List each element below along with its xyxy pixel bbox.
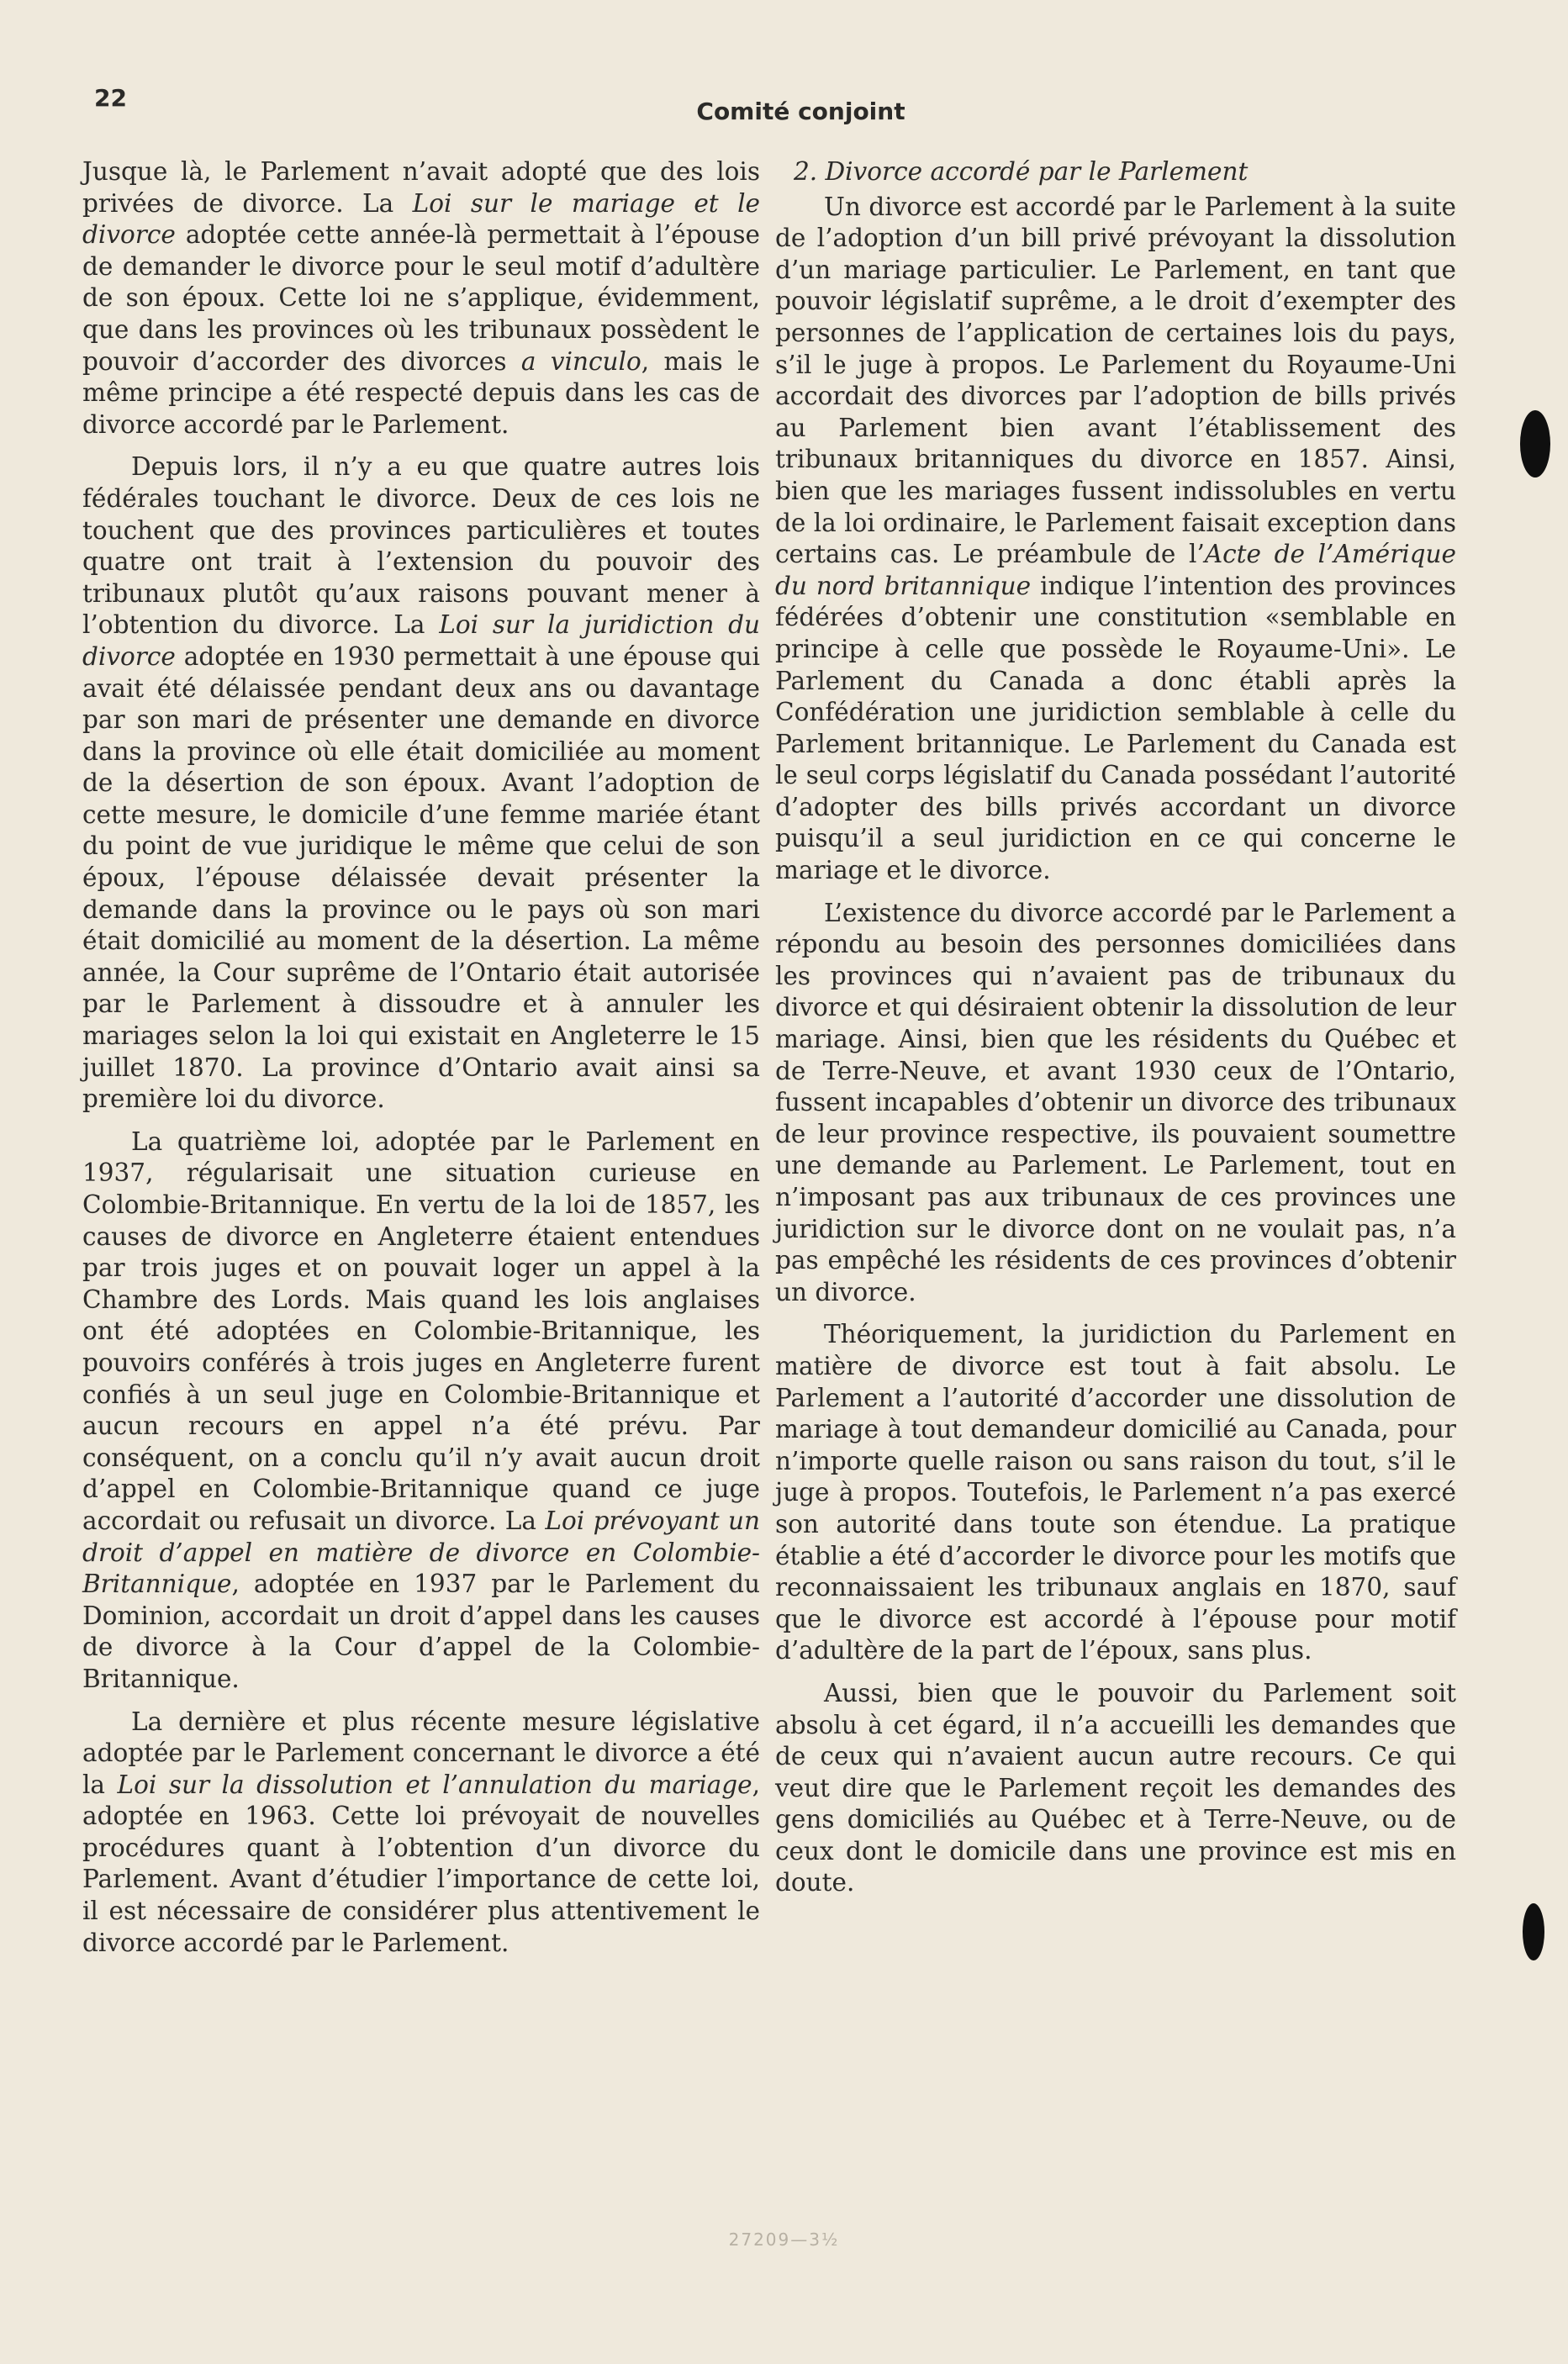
paragraph: [82, 156, 760, 441]
left-column: [82, 156, 760, 1970]
text-run: Depuis lors, il n’y a eu que quatre autres lois fédérales touchant le divorce. Deux de ces lois ne touchent que des provinces particulières et toutes quatre ont trait à l’extension du pouvoir des tribunaux plutôt qu’aux raisons pouvant mener à l’obtention du divorce. La: [82, 452, 760, 640]
text-run: adoptée en 1930 permettait à une épouse qui avait été délaissée pendant deux ans ou davantage par son mari de présenter une demande en divorce dans la province où elle était domiciliée au moment de la désertion de son époux. Avant l’adoption de cette mesure, le domicile d’une femme mariée étant du point de vue juridique le même que celui de son époux, l’épouse délaissée devait présenter la demande dans la province ou le pays où son mari était domicilié au moment de la désertion. La même année, la Cour suprême de l’Ontario était autorisée par le Parlement à dissoudre et à annuler les mariages selon la loi qui existait en Angleterre le 15 juillet 1870. La province d’Ontario avait ainsi sa première loi du divorce.: [82, 641, 760, 1114]
italic-title: Loi sur la juridiction du divorce: [82, 610, 761, 671]
text-run: La dernière et plus récente mesure législative adoptée par le Parlement concernant le divorce a été la: [82, 1707, 760, 1799]
paragraph: [775, 1319, 1456, 1667]
binder-hole: [1520, 410, 1550, 478]
right-column-body: [775, 192, 1456, 1899]
text-run: Jusque là, le Parlement n’avait adopté que des lois privées de divorce. La: [82, 157, 760, 218]
text-run: , mais le même principe a été respecté depuis dans les cas de divorce accordé par le Parlement.: [82, 346, 760, 439]
italic-title: Acte de l’Amérique du nord britannique: [775, 540, 1456, 600]
italic-title: a vinculo: [520, 346, 641, 376]
italic-title: Loi prévoyant un droit d’appel en matière de divorce en Colombie-Britannique: [82, 1506, 761, 1599]
text-run: , adoptée en 1963. Cette loi prévoyait de nouvelles procédures quant à l’obtention d’un divorce du Parlement. Avant d’étudier l’importance de cette loi, il est nécessaire de considérer plus attentivement le divorce accordé par le Parlement.: [82, 1770, 760, 1957]
text-run: Aussi, bien que le pouvoir du Parlement soit absolu à cet égard, il n’a accueilli les demandes que de ceux qui n’avaient aucun autre recours. Ce qui veut dire que le Parlement reçoit les demandes des gens domiciliés au Québec et à Terre-Neuve, ou de ceux dont le domicile dans une province est mis en doute.: [775, 1678, 1456, 1897]
text-run: L’existence du divorce accordé par le Parlement a répondu au besoin des personnes domiciliées dans les provinces qui n’avaient pas de tribunaux du divorce et qui désiraient obtenir la dissolution de leur mariage. Ainsi, bien que les résidents du Québec et de Terre-Neuve, et avant 1930 ceux de l’Ontario, fussent incapables d’obtenir un divorce des tribunaux de leur province respective, ils pouvaient soumettre une demande au Parlement. Le Parlement, tout en n’imposant pas aux tribunaux de ces provinces une juridiction sur le divorce dont on ne voulait pas, n’a pas empêché les résidents de ces provinces d’obtenir un divorce.: [775, 898, 1456, 1306]
right-column: [775, 156, 1456, 1910]
printer-mark: 27209—3½: [728, 2229, 840, 2250]
italic-title: Loi sur le mariage et le divorce: [82, 188, 760, 250]
binder-hole: [1523, 1903, 1544, 1960]
section-heading: 2. Divorce accordé par le Parlement: [794, 157, 1249, 186]
text-run: , adoptée en 1937 par le Parlement du Dominion, accordait un droit d’appel dans les causes de divorce à la Cour d’appel de la Colombie-Britannique.: [82, 1570, 760, 1693]
paragraph: [775, 898, 1456, 1309]
italic-title: Loi sur la dissolution et l’annulation du mariage: [117, 1770, 752, 1799]
text-run: La quatrième loi, adoptée par le Parlement en 1937, régularisait une situation curieuse en Colombie-Britannique. En vertu de la loi de 1857, les causes de divorce en Angleterre étaient entendues par trois juges et on pouvait loger un appel à la Chambre des Lords. Mais quand les lois anglaises ont été adoptées en Colombie-Britannique, les pouvoirs conférés à trois juges en Angleterre furent confiés à un seul juge en Colombie-Britannique et aucun recours en appel n’a été prévu. Par conséquent, on a conclu qu’il n’y avait aucun droit d’appel en Colombie-Britannique quand ce juge accordait ou refusait un divorce. La: [82, 1127, 760, 1535]
paragraph: [82, 1127, 760, 1696]
text-run: Un divorce est accordé par le Parlement à la suite de l’adoption d’un bill privé prévoyant la dissolution d’un mariage particulier. Le Parlement, en tant que pouvoir législatif suprême, a le droit d’exempter des personnes de l’application de certaines lois du pays, s’il le juge à propos. Le Parlement du Royaume-Uni accordait des divorces par l’adoption de bills privés au Parlement bien avant l’établissement des tribunaux britanniques du divorce en 1857. Ainsi, bien que les mariages fussent indissolubles en vertu de la loi ordinaire, le Parlement faisait exception dans certains cas. Le préambule de l’: [775, 192, 1457, 569]
paragraph: [82, 1707, 760, 1960]
paragraph: [775, 192, 1456, 887]
text-run: indique l’intention des provinces fédérées d’obtenir une constitution «semblable en principe à celle que possède le Royaume-Uni». Le Parlement du Canada a donc établi après la Confédération une juridiction semblable à celle du Parlement britannique. Le Parlement du Canada est le seul corps législatif du Canada possédant l’autorité d’adopter des bills privés accordant un divorce puisqu’il a seul juridiction en ce qui concerne le mariage et le divorce.: [775, 571, 1457, 885]
paragraph: [82, 451, 760, 1115]
text-run: adoptée cette année-là permettait à l’épouse de demander le divorce pour le seul motif d’adultère de son époux. Cette loi ne s’applique, évidemment, que dans les provinces où les tribunaux possèdent le pouvoir d’accorder des divorces: [82, 220, 760, 376]
text-run: Théoriquement, la juridiction du Parlement en matière de divorce est tout à fait absolu. Le Parlement a l’autorité d’accorder une dissolution de mariage à tout demandeur domicilié au Canada, pour n’importe quelle raison ou sans raison du tout, s’il le juge à propos. Toutefois, le Parlement n’a pas exercé son autorité dans toute son étendue. La pratique établie a été d’accorder le divorce pour les motifs que reconnaissaient les tribunaux anglais en 1870, sauf que le divorce est accordé à l’épouse pour motif d’adultère de la part de l’époux, sans plus.: [775, 1320, 1456, 1665]
page-number: 22: [94, 84, 127, 112]
running-title: Comité conjoint: [696, 98, 905, 125]
paragraph: [775, 1678, 1456, 1899]
